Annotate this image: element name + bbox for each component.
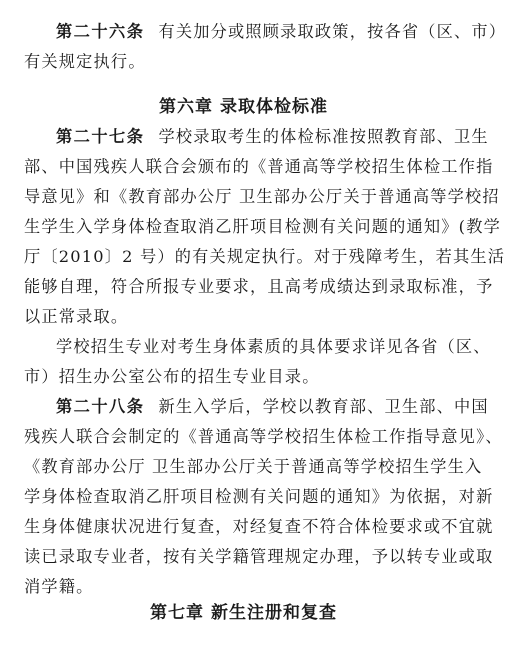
art26-text-1: 有关加分或照顾录取政策，按各省（区、市） (158, 22, 506, 41)
art27-line-3: 导意见》和《教育部办公厅 卫生部办公厅关于普通高等学校招 (24, 187, 500, 206)
requirements-line-1: 学校招生专业对考生身体素质的具体要求详见各省（区、 (56, 337, 491, 356)
art28-line-5: 生身体健康状况进行复查，对经复查不符合体检要求或不宜就 (24, 517, 494, 536)
art26-line-2: 有关规定执行。 (24, 52, 146, 71)
art27-line-7: 以正常录取。 (24, 307, 129, 326)
art27-line-2: 部、中国残疾人联合会颁布的《普通高等学校招生体检工作指 (24, 157, 494, 176)
requirements-line-2: 市）招生办公室公布的招生专业目录。 (24, 367, 320, 386)
art28-line-6: 读已录取专业者，按有关学籍管理规定办理，予以转专业或取 (24, 547, 494, 566)
art26-line-1 (56, 17, 506, 47)
art28-text-1: 新生入学后，学校以教育部、卫生部、中国 (158, 397, 489, 416)
art28-number: 第二十八条 (56, 397, 145, 416)
art28-line-2: 残疾人联合会制定的《普通高等学校招生体检工作指导意见》、 (24, 427, 503, 446)
art27-line-1 (56, 122, 489, 152)
art27-number: 第二十七条 (56, 127, 145, 146)
art26-number: 第二十六条 (56, 22, 145, 41)
art27-line-4: 生学生入学身体检查取消乙肝项目检测有关问题的通知》(教学 (24, 217, 501, 236)
art28-line-7: 消学籍。 (24, 577, 94, 596)
chapter-7-heading: 第七章 新生注册和复查 (150, 603, 337, 623)
art27-line-5: 厅〔2010〕2 号）的有关规定执行。对于残障考生，若其生活 (24, 247, 506, 266)
art28-line-1 (56, 392, 489, 422)
chapter-6-heading: 第六章 录取体检标准 (159, 97, 328, 117)
art28-line-3: 《教育部办公厅 卫生部办公厅关于普通高等学校招生学生入 (24, 457, 483, 476)
art27-line-6: 能够自理，符合所报专业要求，且高考成绩达到录取标准，予 (24, 277, 494, 296)
art28-line-4: 学身体检查取消乙肝项目检测有关问题的通知》为依据，对新 (24, 487, 494, 506)
art27-text-1: 学校录取考生的体检标准按照教育部、卫生 (158, 127, 489, 146)
